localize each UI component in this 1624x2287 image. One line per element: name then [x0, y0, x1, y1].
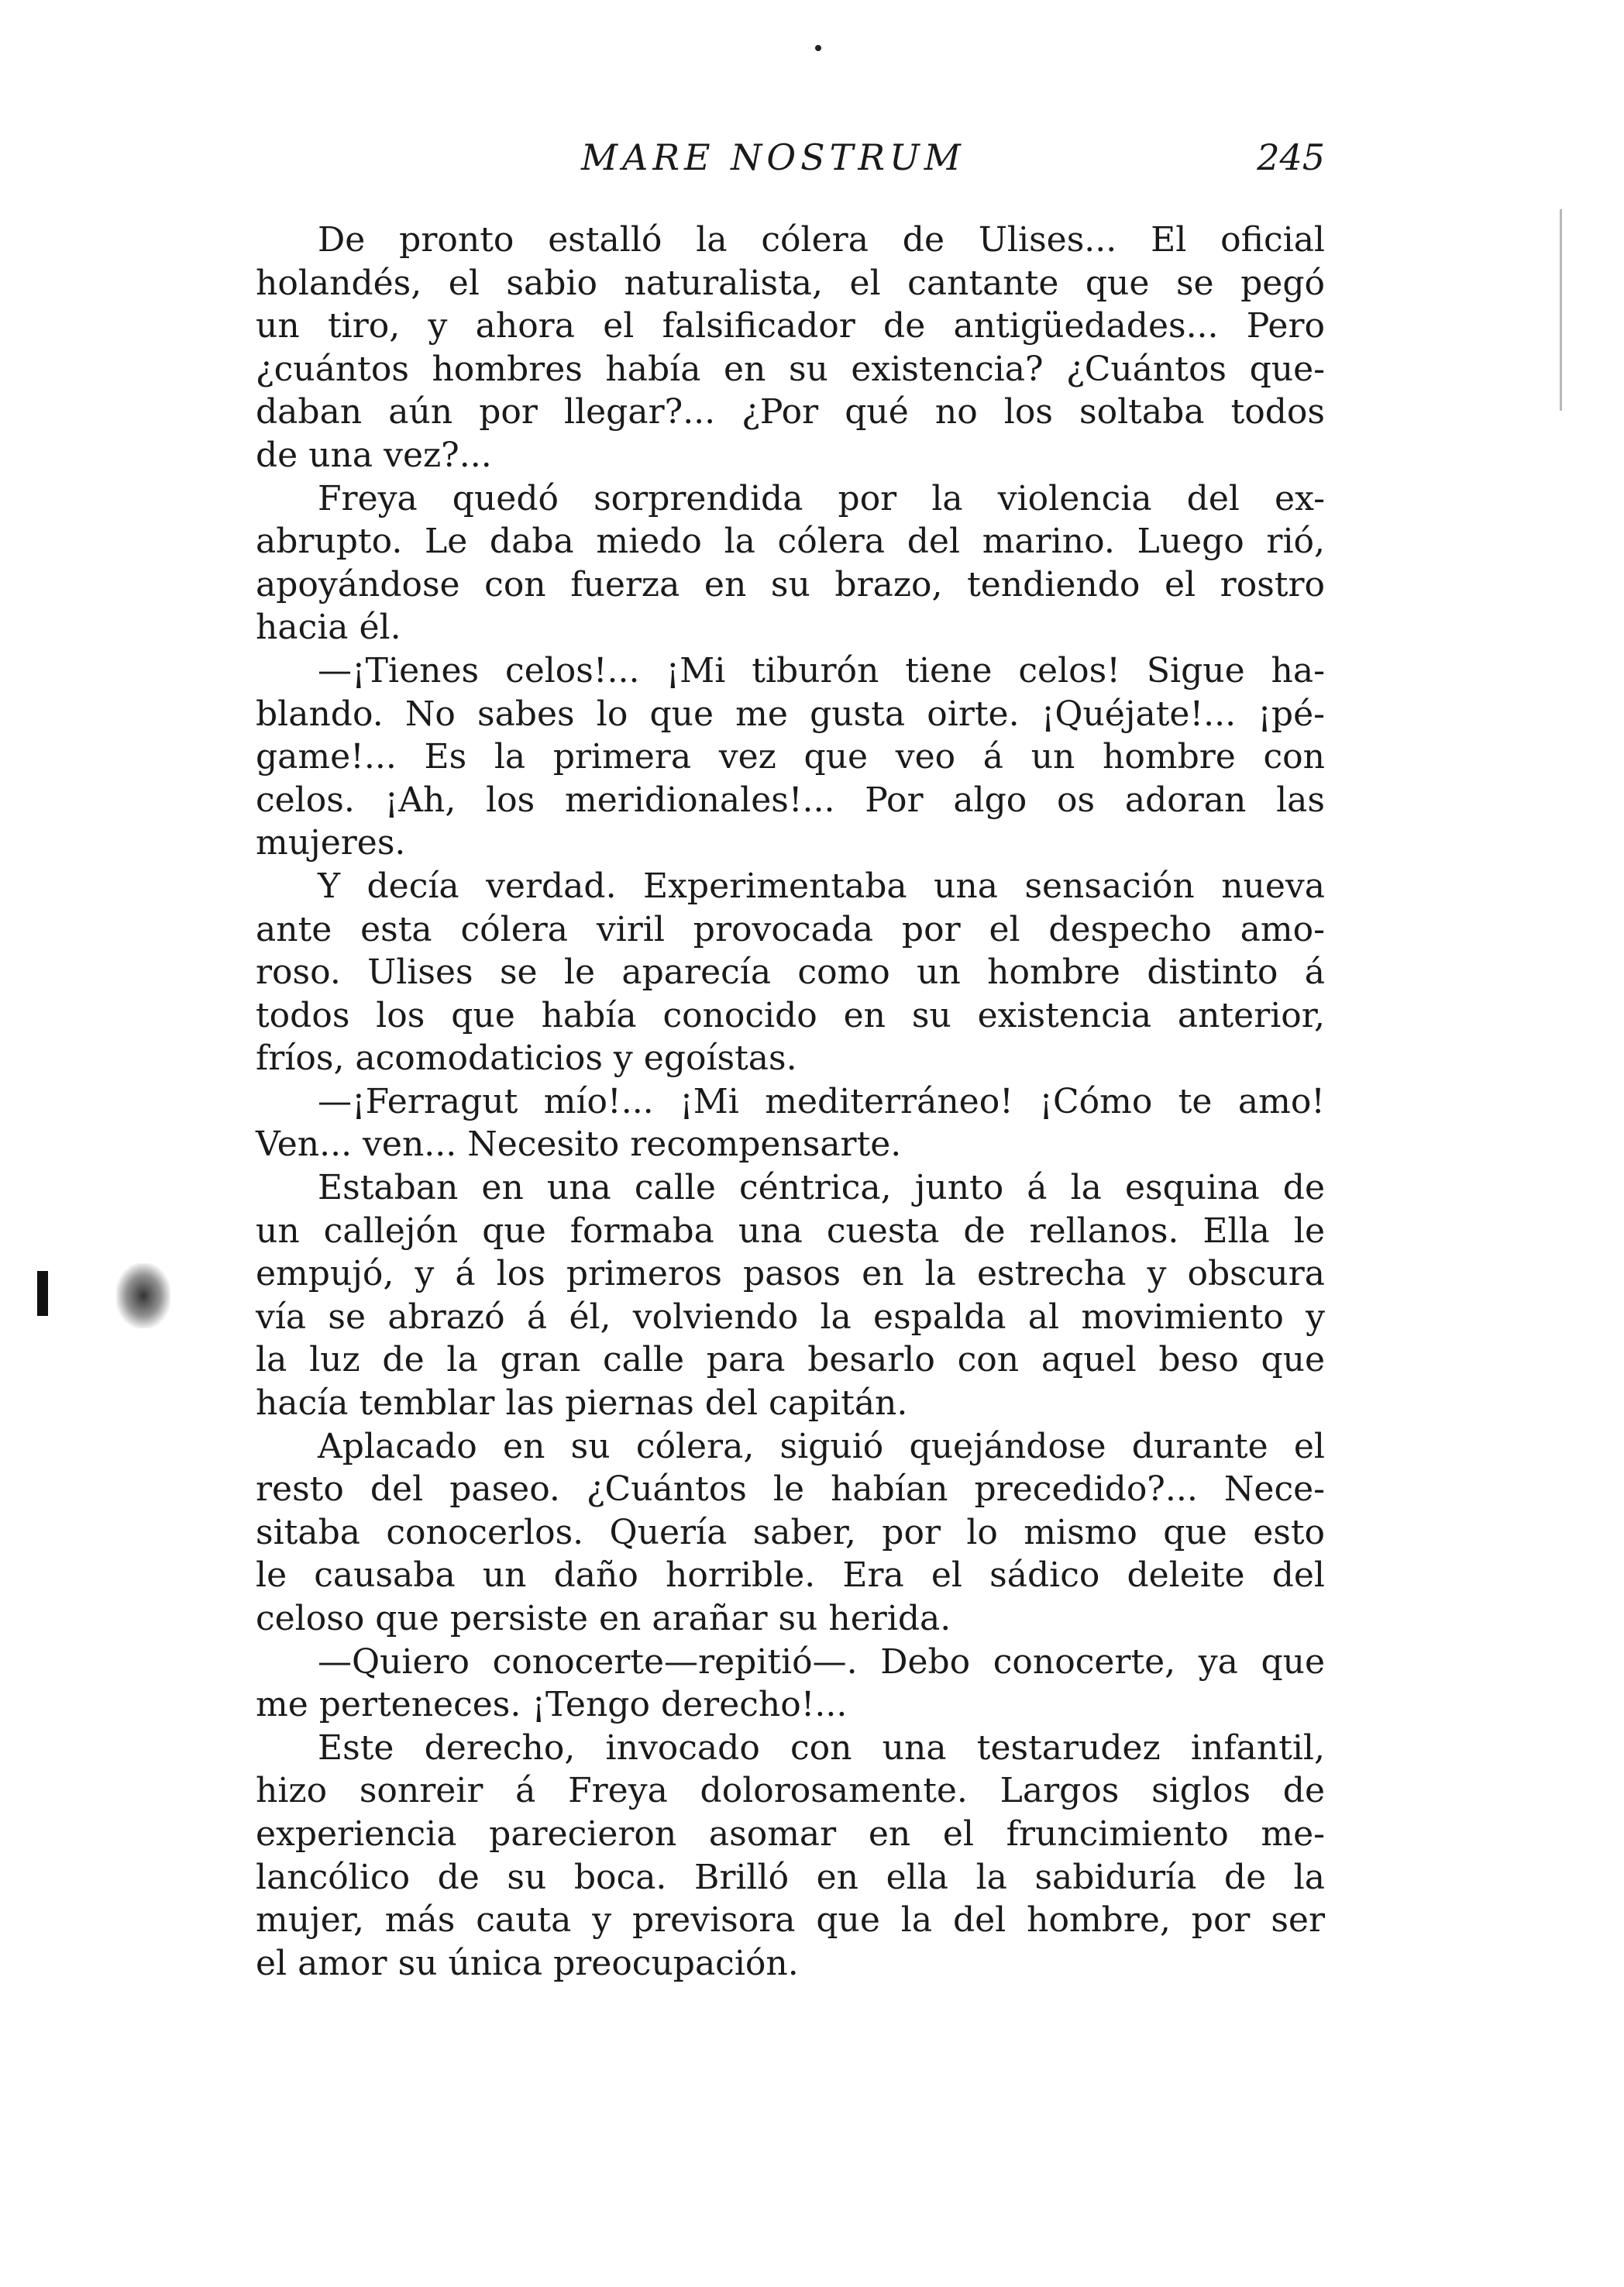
text-line: me perteneces. ¡Tengo derecho!... [256, 1685, 848, 1725]
text-line: fríos, acomodaticios y egoístas. [256, 1038, 797, 1079]
text-line: hacía temblar las piernas del capitán. [256, 1383, 908, 1424]
text-line: de una vez?... [256, 435, 492, 475]
text-line: hizo sonreir á Freya dolorosamente. Largos siglos de [256, 1771, 1325, 1811]
text-line: empujó, y á los primeros pasos en la estrecha y obscura [256, 1254, 1325, 1294]
text-line: la luz de la gran calle para besarlo con aquel beso que [256, 1340, 1325, 1380]
text-line: vía se abrazó á él, volviendo la espalda al movimiento y [256, 1297, 1325, 1337]
text-line: —¡Ferragut mío!... ¡Mi mediterráneo! ¡Cómo te amo! [318, 1081, 1325, 1121]
page-header [256, 130, 1325, 184]
text-line: un tiro, y ahora el falsificador de antigüedades... Pero [256, 306, 1325, 346]
text-line: mujeres. [256, 823, 406, 863]
text-line: resto del paseo. ¿Cuántos le habían precedido?... Nece- [256, 1469, 1325, 1510]
text-line: Estaban en una calle céntrica, junto á la esquina de [318, 1168, 1325, 1208]
text-line: le causaba un daño horrible. Era el sádico deleite del [256, 1555, 1325, 1596]
ink-dot [815, 45, 821, 51]
text-line: mujer, más cauta y previsora que la del hombre, por ser [256, 1900, 1325, 1941]
text-line: —Quiero conocerte—repitió—. Debo conocerte, ya que [318, 1641, 1325, 1682]
text-line: Este derecho, invocado con una testarudez infantil, [318, 1727, 1325, 1768]
text-line: roso. Ulises se le aparecía como un hombre distinto á [256, 952, 1325, 993]
text-line: un callejón que formaba una cuesta de rellanos. Ella le [256, 1211, 1325, 1251]
text-line: daban aún por llegar?... ¿Por qué no los soltaba todos [256, 392, 1325, 432]
text-line: abrupto. Le daba miedo la cólera del marino. Luego rió, [256, 522, 1325, 562]
text-line: ¿cuántos hombres había en su existencia? ¿Cuántos que- [256, 349, 1325, 389]
text-line: De pronto estalló la cólera de Ulises... El oficial [318, 220, 1325, 260]
text-line: blando. No sabes lo que me gusta oirte. ¡Quéjate!... ¡pé- [256, 694, 1325, 734]
text-line: el amor su única preocupación. [256, 1943, 799, 1983]
text-line: ante esta cólera viril provocada por el despecho amo- [256, 909, 1325, 949]
text-line: Freya quedó sorprendida por la violencia del ex- [318, 478, 1325, 518]
page-number: 245 [1257, 136, 1325, 178]
margin-mark [37, 1271, 48, 1316]
margin-rule [1560, 209, 1562, 411]
text-line: experiencia parecieron asomar en el fruncimiento me- [256, 1813, 1325, 1854]
text-line: Ven... ven... Necesito recompensarte. [256, 1125, 902, 1165]
text-line: hacia él. [256, 608, 401, 648]
running-title: MARE NOSTRUM [581, 136, 965, 178]
body-text [256, 219, 1325, 1985]
text-line: holandés, el sabio naturalista, el cantante que se pegó [256, 263, 1325, 303]
text-line: celos. ¡Ah, los meridionales!... Por algo os adoran las [256, 780, 1325, 820]
text-line: apoyándose con fuerza en su brazo, tendiendo el rostro [256, 564, 1325, 604]
text-line: —¡Tienes celos!... ¡Mi tiburón tiene celos! Sigue ha- [318, 650, 1325, 691]
text-line: sitaba conocerlos. Quería saber, por lo mismo que esto [256, 1512, 1325, 1552]
text-line: Y decía verdad. Experimentaba una sensación nueva [318, 866, 1325, 906]
text-line: Aplacado en su cólera, siguió quejándose durante el [318, 1426, 1325, 1466]
text-line: game!... Es la primera vez que veo á un hombre con [256, 737, 1325, 777]
ink-smudge [116, 1263, 170, 1328]
text-line: celoso que persiste en arañar su herida. [256, 1599, 951, 1638]
text-line: lancólico de su boca. Brilló en ella la sabiduría de la [256, 1857, 1325, 1897]
text-line: todos los que había conocido en su existencia anterior, [256, 995, 1325, 1035]
